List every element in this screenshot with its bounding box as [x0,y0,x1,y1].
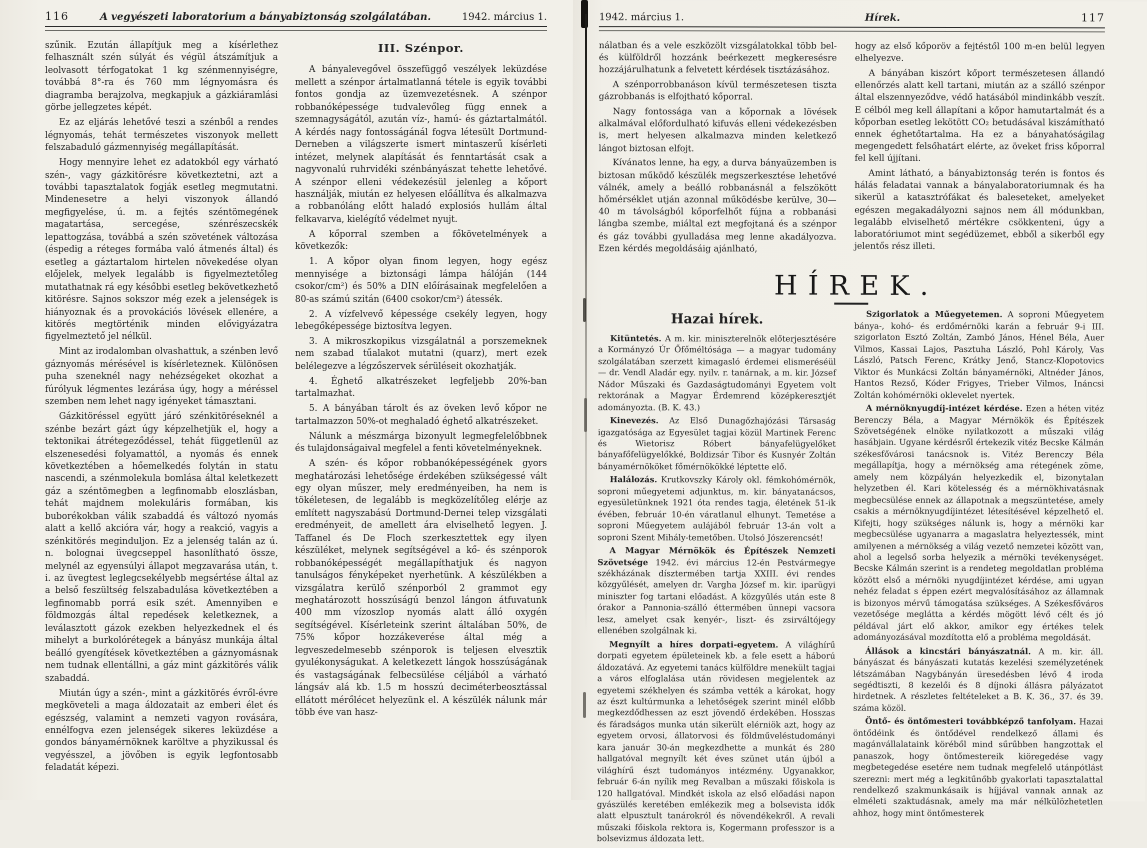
list-item-paragraph: 2. A vízfelvevő képessége csekély legyen, hogy lebegőképessége biztosítva legyen. [295,309,547,333]
list-item-paragraph: 3. A mikroszkopikus vizsgálatnál a porszemeknek nem szabad tűalakot mutatni (quarz), mert ezek belélegezve a légzőszervek sérüléseit okozhatják. [295,336,547,372]
paragraph: Nagy fontossága van a kőpornak a lövések alkalmával előfordulható kifuvás elleni védekezésben is, mert helyesen alkalmazva minden keletkező lángot biztosan elfojt. [598,107,837,154]
news-item-text: 1942. évi március 12-én Pestvármegye székházának dísztermében tartja XXIII. évi rendes közgyűlését, amelyen dr. Vargha József m. kir. iparügyi miniszter fog tartani előadást. A közgyűlés után este 8 órakor a Pannonia-szálló éttermében ünnepi vacsora lesz, amelyet csak kenyér-, liszt- és zsirváltójegy ellenében szolgálnak ki. [597,556,836,636]
news-item-lead: Halálozás. [609,474,658,485]
paragraph: Amint látható, a bányabiztonság terén is fontos és hálás feladatai vannak a bányalaboratoriumnak és ha sikerül a katasztrófákat és baleseteket, amelyeket egészen megakadályozni sajnos nem áll módunkban, legalább elviselhető mértékre csökkenteni, úgy a laboratóriumot mint segédüzemet, ebből a sikerből egy jelentős rész illeti. [854,168,1105,253]
running-title: Hírek. [864,12,901,24]
paragraph: A bányalevegővel összefüggő veszélyek leküzdése mellett a szénpor ártalmatlanná tétele is egyik további fontos gondja az üzemvezetésnek. A szénpor robbanóképessége tudvalevőleg függ ennek a szemnagyságától, azután víz-, hamú- és gáztartalmától. A kérdés nagy fontosságánál fogva létesült Dortmund-Derneben a világszerte ismert mintaszerű kísérleti intézet, melynek alapítását és fenntartását csak a nagyvonalú ruhrvidéki szénbányászat tehette lehetővé. A szénpor elleni védekezésül jelenleg a kőport használják, miután ez helyesen előállítva és alkalmazva a robbanóláng előtt haladó explosiós hullám által felkavarva, kielégítő védelmet nyujt. [295,65,547,225]
paragraph: nálatban és a vele eszközölt vizsgálatokkal több bel- és külföldről hozzánk beérkezett megkeresésre hozzájárulhatunk a felvetett kérdések tisztázásához. [598,41,837,77]
page-left-body [45,40,547,777]
ink-smudge [583,298,586,322]
section-heading-text: HÍREK. [774,270,939,303]
news-item-text: A m. kir. áll. bányászat és bányászati kutatás kezelési személyzetének létszámában Nagybányán üresedésben lévő 4 iroda segédtiszti, 8 kezelői és 8 díjnoki állásra pályázatot hirdetnek. A részletes feltételeket a B. K. 36., 37. és 39. száma közöl. [853,645,1104,713]
paragraph: Nálunk a mészmárga bizonyult legmegfelelőbbnek és tulajdonságaival megfelel a fenti követelményeknek. [295,431,547,455]
ink-smudge [583,692,586,718]
list-item-paragraph: 1. A kőpor olyan finom legyen, hogy egész mennyisége a biztonsági lámpa hálóján (144 csokor/cm²) és 50% a DIN előírásainak megfelelően a 80-as számú szitán (6400 csokor/cm²) átessék. [295,257,547,305]
paragraph: A bányában kiszórt kőport természetesen állandó ellenőrzés alatt kell tartani, miután az a szálló szénpor által elszennyeződve, védő hatásából mindinkább veszít. E célból meg kell állapítani a kőpor hamutartalmát és a kőporban esetleg lekötött CO₂ betudásával kiszámítható ennek éghetőtartalma. Ha ez a bányahatóságilag megengedett felsőhatárt elérte, az öveket friss kőporral fel kell újjítani. [854,68,1105,165]
news-item-lead: A mérnöknyugdíj-intézet kérdése. [865,402,1023,414]
running-title: A vegyészeti laboratorium a bányabiztonság szolgálatában. [99,12,431,23]
ink-smudge [584,398,587,432]
running-header-left [45,10,547,23]
header-rule [45,26,547,31]
news-item-text: Hazai öntődéink és öntődével rendelkező állami és magánvállalataink köréből mind sűrűbben hangzottak el panaszok, hogy öntőmestereik kiöregedése vagy megbetegedése esetére nem tudnak megfelelő utánpótlást szerezni: mert még a legkitűnőbb gyakorlati tapasztalattal rendelkező szakmunkásaik is híjjával vannak annak az elméleti szaktudásnak, amely ma már nélkülözhetetlen ahhoz, hogy mint öntőmesterek [852,716,1104,819]
running-date: 1942. március 1. [598,12,685,24]
page-number: 117 [1080,11,1105,25]
news-item-text: A m. kir. miniszterelnök előterjesztésére a Kormányzó Úr Őfőméltósága — a magyar tudomány szolgálatában szerzett kimagasló érdemei elismeréséül — dr. Vendl Aladár egy. nyilv. r. tanárnak, a m. kir. József Nádor Műszaki és Gazdaságtudományi Egyetem volt rektorának a Magyar Érdemrend középkeresztjét adományozta. (B. K. 43.) [597,333,837,412]
article-column-3 [598,40,837,258]
news-item [598,474,836,543]
page-right [571,0,1147,844]
news-item-lead: Szigorlatok a Műegyetemen. [866,309,1003,320]
page-left [0,0,573,800]
news-item [598,333,836,414]
article-column-2 [295,40,547,777]
paragraph: Hogy mennyire lehet ez adatokból egy várható szén-, vagy gázkitörésre következtetni, azt a további tapasztalatok fogják esetleg megmutatni. Mindenesetre a helyi viszonyok állandó megfigyelése, ú. m. a fejtés széntömegének magatartása, sercegése, szénrészecskék lepattogzása, továbbá a szén szövetének változása (éspedig a réteges formába való átmenés által) és esetleg a gáztartalom hirtelen növekedése olyan előjelek, melyek legalább is figyelmeztetőleg mutathatnak rá egy későbbi esetleg bekövetkezhető kitörésre. Sajnos sokszor még ezek a jelenségek is hiányoznak és a provokációs lövések ellenére, a kitörés megtörténik minden elővigyázatra figyelmeztető jel nélkül. [45,158,278,343]
paragraph: A kőporral szemben a főkövetelmények a következők: [295,229,547,253]
news-item [853,645,1103,714]
paragraph: Kívánatos lenne, ha egy, a durva bányaüzemben is biztosan működő készülék megszerkesztése lehetővé válnék, amely a beálló robbanásnál a felszökött hőmérséklet utján azonnal működésbe kerülve, 30—40 m távolságból kőporfelhőt fújna a robbanási lángba szembe, miáltal ezt megfojtaná és a szénpor és gáz további gyulladása meg lenne akadályozva. Ezen kérdés megoldásáig ajánlható, [598,158,837,255]
paragraph: szűnik. Ezután állapítjuk meg a kísérlethez felhasznált szén súlyát és végül átszámítjuk a leolvasott térfogatokat 1 kg szénmennyiségre, továbbá 8°-ra és 760 mm légnyomásra és diagramba berajzolva, megkapjuk a gázkiáramlási görbe jellegzetes képét. [45,41,278,114]
news-item-lead: Megnyílt a híres dorpati-egyetem. [609,638,779,650]
paragraph: A szénporrobbanáson kívül természetesen tiszta gázrobbanás is elfojtható kőporral. [598,80,837,103]
running-header-right [599,10,1105,24]
news-item [853,403,1104,644]
paragraph: hogy az első kőporöv a fejtéstől 100 m-en belül legyen elhelyezve. [854,41,1105,65]
running-date: 1942. március 1. [461,12,547,23]
news-item [854,309,1104,401]
news-item [853,716,1103,820]
list-item-paragraph: 5. A bányában tárolt és az öveken levő kőpor ne tartalmazzon 50%-ot meghaladó éghető alkatrészeket. [295,404,547,427]
news-item [598,415,836,473]
page-number: 116 [45,10,69,23]
section-heading-hirek [598,271,1104,306]
gutter-shadow-line [585,14,587,634]
paragraph: Ez az eljárás lehetővé teszi a szénből a rendes légnyomás, tehát természetes viszonyok mellett felszabaduló gázmennyiség megállapítását. [45,118,278,154]
news-column-left [597,309,836,848]
news-item-lead: Kinevezés. [609,415,659,426]
paragraph: Miután úgy a szén-, mint a gázkitörés évről-évre megköveteli a maga áldozatait az emberi élet és egészség, valamint a nemzeti vagyon rovására, ennélfogva ezen jelenségek sikeres leküzdése a gondos bányamérnöknek karöltve a phyzikussal és vegyésszel, a jövőben is egyik legfontosabb feladatát képezi. [45,688,278,774]
news-item [597,545,835,637]
news-item-text: A soproni Műegyetem bánya-, kohó- és erdőmérnöki karán a február 9-i III. szigorlaton Esztó Zoltán, Zambó János, Hénel Béla, Auer Vilmos, Kassai Lajos, Pasztuha László, Pohl Károly, Vas László, Patsch Ferenc, Krátky Jenő, Stancz-Klopotovics Viktor és Munkácsi Zoltán bányamérnöki, Altnéder János, Hantos Rezső, Kóder Frigyes, Trieber Vilmos, Ináncsi Zoltán kohómérnöki oklevelet nyertek. [853,309,1105,400]
list-item-paragraph: 4. Éghető alkatrészeket legfeljebb 20%-ban tartalmazhat. [295,376,547,400]
news-item-lead: Állások a kincstári bányászatnál. [865,645,1032,656]
article-column-1 [45,40,278,777]
news-item-text: Ezen a héten vitéz Berenczy Béla, a Magyar Mérnökök és Építészek Szövetségének elnöke nyilatkozott a műszaki világ hasábjain. Ugyane kérdésről értekezik vitéz Becske Kálmán székesfővárosi tanácsnok is. Vitéz Berenczy Béla megállapítja, hogy a mérnökség ama rétegének zöme, amely nem közpályán helyezkedik el, bizonytalan helyzetben él. Kari kötelesség és a mérnökhivatásnak megbecsülése ennek az állapotnak a megszüntetése, amely csakis a mérnöknyugdíjintézet létesítésével képzelhető el. Kifejti, hogy szükséges nálunk is, hogy a mérnöki kar megbecsülése ugyanarra a magaslatra helyeztessék, mint amilyenen a mérnökség a világ vezető nemzetei között van, ahol a legelső sorba helyezik a mérnöki tevékenységet. Becske Kálmán szerint is a rendeteg megoldatlan probléma között első a mérnöki nyugdíjintézet kérdése, ami ugyan nehéz feladat s éppen ezért megvalósításához az államnak is bizonyos mérvű támogatása szükséges. A Székesfőváros vezetősége meglátta a kérdés mögött lévő célt és jó példával járt elő akkor, amikor egy értékes telek adományozásával mozdította elő a probléma megoldását. [853,403,1104,643]
news-item-lead: Kitüntetés. [610,333,662,344]
news-item-lead: A Magyar Mérnökök és Építészek Nemzeti Szövetsége [597,545,836,567]
news-column-right [853,309,1104,848]
news-section [597,309,1104,848]
news-item-text: Krutkovszky Károly okl. fémkohómérnök, soproni műegyetemi adjunktus, m. kir. bányatanácsos, egyesületünknek 1921 óta rendes tagja, életének 51-ik évében, február 10-én váratlanul elhunyt. Temetése a soproni Műegyetem aulájából február 13-án volt a soproni Szent Mihály-temetőben. Utolsó Jószerencsét! [597,474,836,543]
paragraph: Mint az irodalomban olvashattuk, a szénben levő gáznyomás mérésével is kísérleteznek. Különösen puha szeneknél nagy nehézségeket okozhat a fúrólyuk légmentes lezárása úgy, hogy a méréssel szemben nem lehet nagy igényeket támasztani. [45,347,278,408]
heading-underline [834,303,868,305]
article-column-4 [854,41,1105,259]
news-item-text: A világhírű dorpati egyetem épületeinek kb. a fele esett a háború áldozatává. Az egyetemi tanács külföldre menekült tagjai a város elfoglalása után rövidesen megjelentek az egyetemi székhelyen és számba vették a károkat, hogy az észt kultúrmunka a lehetőségek szerint minél előbb megkezdődhessen az eszt jövendő érdekében. Hosszas és fáradságos munka után sikerült elérniök azt, hogy az egyetem orvosi, állatorvosi és földműveléstudományi kara január 30-án megkezdhette a munkát és 280 hallgatóval megnyílt két éves szünet után újból a világhírű észt tudományos intézmény. Ugyanakkor, február 6-án nyílik meg Revalban a műszaki főiskola is 120 hallgatóval. Mindkét iskola az első előadási napon gyászülés keretében emlékezik meg a bolsevista idők alatt elpusztult tanárokról és növendékekről. A revali műszaki főiskola rektora is, Kogermann professzor is a bolsevizmus áldozata lett. [596,639,836,844]
news-item [597,639,836,846]
news-item-lead: Öntő- és öntőmesteri továbbképző tanfolyam. [865,716,1077,727]
paragraph: Gázkitöréssel együtt járó szénkitöréseknél a szénbe bezárt gázt úgy képzelhetjük el, hogy a tektonikai átrétegeződéssel, tehát függetlenül az elszenesedési folyamattól, a nyomás és ennek következtében a hőemelkedés folytán in statu nascendi, a szénmolekula bomlása által keletkezett gáz a széntömegben a legfinomabb eloszlásban, tehát majdnem molekuláris formában, kis buborékokban válik szabaddá és változó nyomás alatt a kellő akcióra vár, hogy a reakció, vagyis a szénkitörés meginduljon. Ez a jelenség talán az ú. n. bolognai üvegcseppel hasonlítható össze, melynél az egyensúlyi állapot megzavarása után, t. i. az üvegtest leglegcsekélyebb megsértése által az a belső feszültség felszabadulása következtében a legfinomabb porrá esik szét. Amennyiben e földmozgás által repedések keletkeznek, a leválasztott gázok ezekben helyezkednek el és mihelyt a burkolórétegek a bányász munkája által beálló gyengítések következtében a gáznyomásnak nem tudnak ellentállni, a gáz mint gázkitörés válik szabaddá. [45,412,278,684]
news-item-text: Az Első Dunagőzhajózási Társaság igazgatósága az Egyesület tagjai közül Martinek Ferenc és Wietorisz Róbert bányafelügyelőket bányafőfelügyelőkké, Boldizsár Tibor és Kusnyér Zoltán bányamérnököket főmérnökökké léptette elő. [597,415,836,472]
header-rule [599,26,1105,32]
chapter-heading: III. Szénpor. [378,41,464,55]
subsection-heading-hazai-hirek: Hazai hírek. [670,311,764,328]
page-right-body-top [598,40,1105,259]
paragraph: A szén- és kőpor robbanóképességének gyors meghatározási lehetősége érdekében szükségessé vált egy olyan műszer, mely eredményeiben, ha nem is tökéletesen, de legalább is megközelítőleg elérje az említett nagyszabású Dortmund-Dernei telep vizsgálati eredményeit, de amellett ára elviselhető legyen. J. Taffanel és De Floch szerkesztettek egy ilyen készüléket, melynek segítségével a kő- és szénporok robbanóképességét megállapíthatjuk és nagyon tanulságos fényképeket nyerhetünk. A készülékben a vizsgálatra kerülő szénporból 2 grammot egy meghatározott hosszúságú benzol lángon átfuvatunk 400 mm vízoszlop nyomás alatt álló oxygén segítségével. Kísérleteink szerint általában 50%, de 75% kőpor hozzákeverése által még a legveszedelmesebb szénporok is teljesen elvesztik gyulékonyságukat. A keletkezett lángok hosszúságának és vastagságának felbecsülése céljából a várható lángsáv alá kb. 1.5 m hosszú deciméterbeosztással ellátott mérőlécet helyezünk el. A készülék nálunk már több éve van hasz- [295,459,547,719]
